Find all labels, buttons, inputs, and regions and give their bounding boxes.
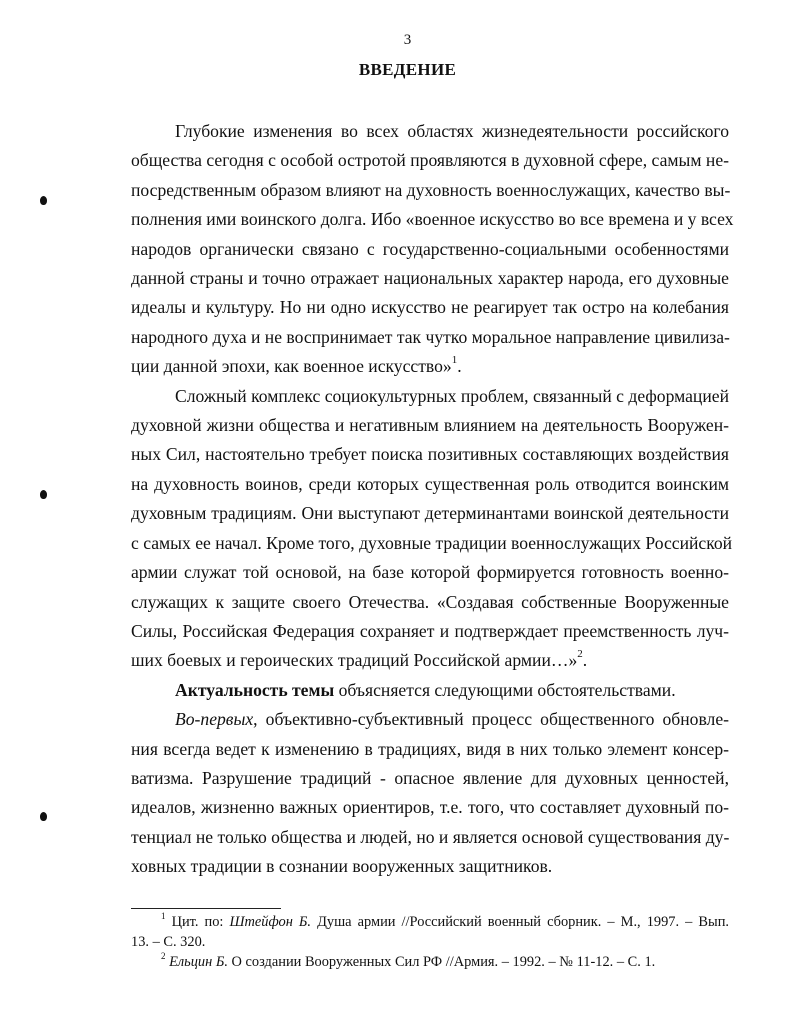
text-line: полнения ими воинского долга. Ибо «военное искусство во все времена и у всех xyxy=(131,209,734,230)
margin-dot xyxy=(40,812,47,821)
text-line: тенциал не только общества и людей, но и является основой существования ду- xyxy=(131,826,730,847)
text-fragment: О создании Вооруженных Сил РФ //Армия. – 1992. – № 11-12. – С. 1. xyxy=(227,954,656,970)
text-line: с самых ее начал. Кроме того, духовные традиции военнослужащих Российской xyxy=(131,532,733,553)
paragraph-1 xyxy=(131,117,734,382)
text-line xyxy=(131,952,729,972)
footnote-2 xyxy=(131,952,729,972)
text-fragment: объясняется следующими обстоятельствами. xyxy=(334,679,676,700)
text-line: 13. – С. 320. xyxy=(131,934,206,950)
text-line xyxy=(131,705,729,734)
text-fragment: , объективно-субъективный процесс общественного обновле- xyxy=(253,709,729,730)
relevance-label: Актуальность темы xyxy=(175,679,335,700)
text-line xyxy=(131,676,729,705)
text-line: народного духа и не воспринимает так чутко моральное направление цивилиза- xyxy=(131,326,730,347)
paragraph-2 xyxy=(131,382,733,676)
page-title: ВВЕДЕНИЕ xyxy=(358,60,457,79)
text-line: духовной жизни общества и негативным влиянием на деятельность Вооружен- xyxy=(131,415,729,436)
footnote-author: Штейфон Б. xyxy=(229,914,311,930)
footnote-ref-1[interactable]: 1 xyxy=(451,354,458,367)
text-fragment: ции данной эпохи, как военное искусство» xyxy=(131,356,452,377)
text-line: духовным традициям. Они выступают детерминантами воинской деятельности xyxy=(131,503,729,524)
text-line: Глубокие изменения во всех областях жизнедеятельности российского xyxy=(175,121,729,141)
margin-dot xyxy=(40,490,47,499)
text-fragment: Цит. по: xyxy=(165,914,230,930)
text-line: ватизма. Разрушение традиций - опасное явление для духовных ценностей, xyxy=(131,767,729,788)
text-line: идеалов, жизненно важных ориентиров, т.е. того, что составляет духовный по- xyxy=(131,797,729,818)
text-line: на духовность воинов, среди которых существенная роль отводится воинским xyxy=(131,473,729,494)
footnote-1 xyxy=(131,912,729,952)
paragraph-4 xyxy=(131,705,729,881)
text-line: общества сегодня с особой остротой проявляются в духовной сфере, самым не- xyxy=(131,150,729,171)
footnotes xyxy=(131,912,729,972)
text-line: Силы, Российская Федерация сохраняет и подтверждает преемственность луч- xyxy=(131,620,729,641)
text-fragment: . xyxy=(457,356,462,377)
page-number: 3 xyxy=(403,32,412,48)
footnote-mark: 1 xyxy=(161,911,166,922)
text-line: посредственным образом влияют на духовность военнослужащих, качество вы- xyxy=(131,179,731,200)
text-line: служащих к защите своего Отечества. «Создавая собственные Вооруженные xyxy=(131,591,729,612)
text-fragment: ших боевых и героических традиций Российской армии…» xyxy=(131,650,578,671)
text-line: ных Сил, настоятельно требует поиска позитивных составляющих воздействия xyxy=(131,444,729,465)
paragraph-3 xyxy=(131,676,729,705)
footnote-mark: 2 xyxy=(161,951,166,962)
footnote-ref-2[interactable]: 2 xyxy=(577,648,583,661)
text-line: ховных традиции в сознании вооруженных защитников. xyxy=(131,856,553,877)
body-text xyxy=(131,117,734,882)
firstly-label: Во-первых xyxy=(175,709,254,730)
footnote-author: Ельцин Б. xyxy=(169,954,228,970)
text-line: армии служат той основой, на базе которой формируется готовность военно- xyxy=(131,562,729,583)
text-line xyxy=(131,352,729,381)
text-line: идеалы и культуру. Но ни одно искусство не реагирует так остро на колебания xyxy=(131,297,729,318)
text-line xyxy=(131,912,729,932)
text-line: ния всегда ведет к изменению в традициях, видя в них только элемент консер- xyxy=(131,738,729,759)
text-line xyxy=(131,646,729,675)
text-fragment: . xyxy=(582,650,588,671)
text-fragment: Душа армии //Российский военный сборник. – М., 1997. – Вып. xyxy=(311,914,729,930)
footnote-divider xyxy=(131,908,281,909)
text-line: данной страны и точно отражает национальных характер народа, его духовные xyxy=(131,268,729,289)
text-line: Сложный комплекс социокультурных проблем, связанный с деформацией xyxy=(175,385,729,406)
text-line: народов органически связано с государственно-социальными особенностями xyxy=(131,238,729,259)
margin-dot xyxy=(40,196,47,205)
